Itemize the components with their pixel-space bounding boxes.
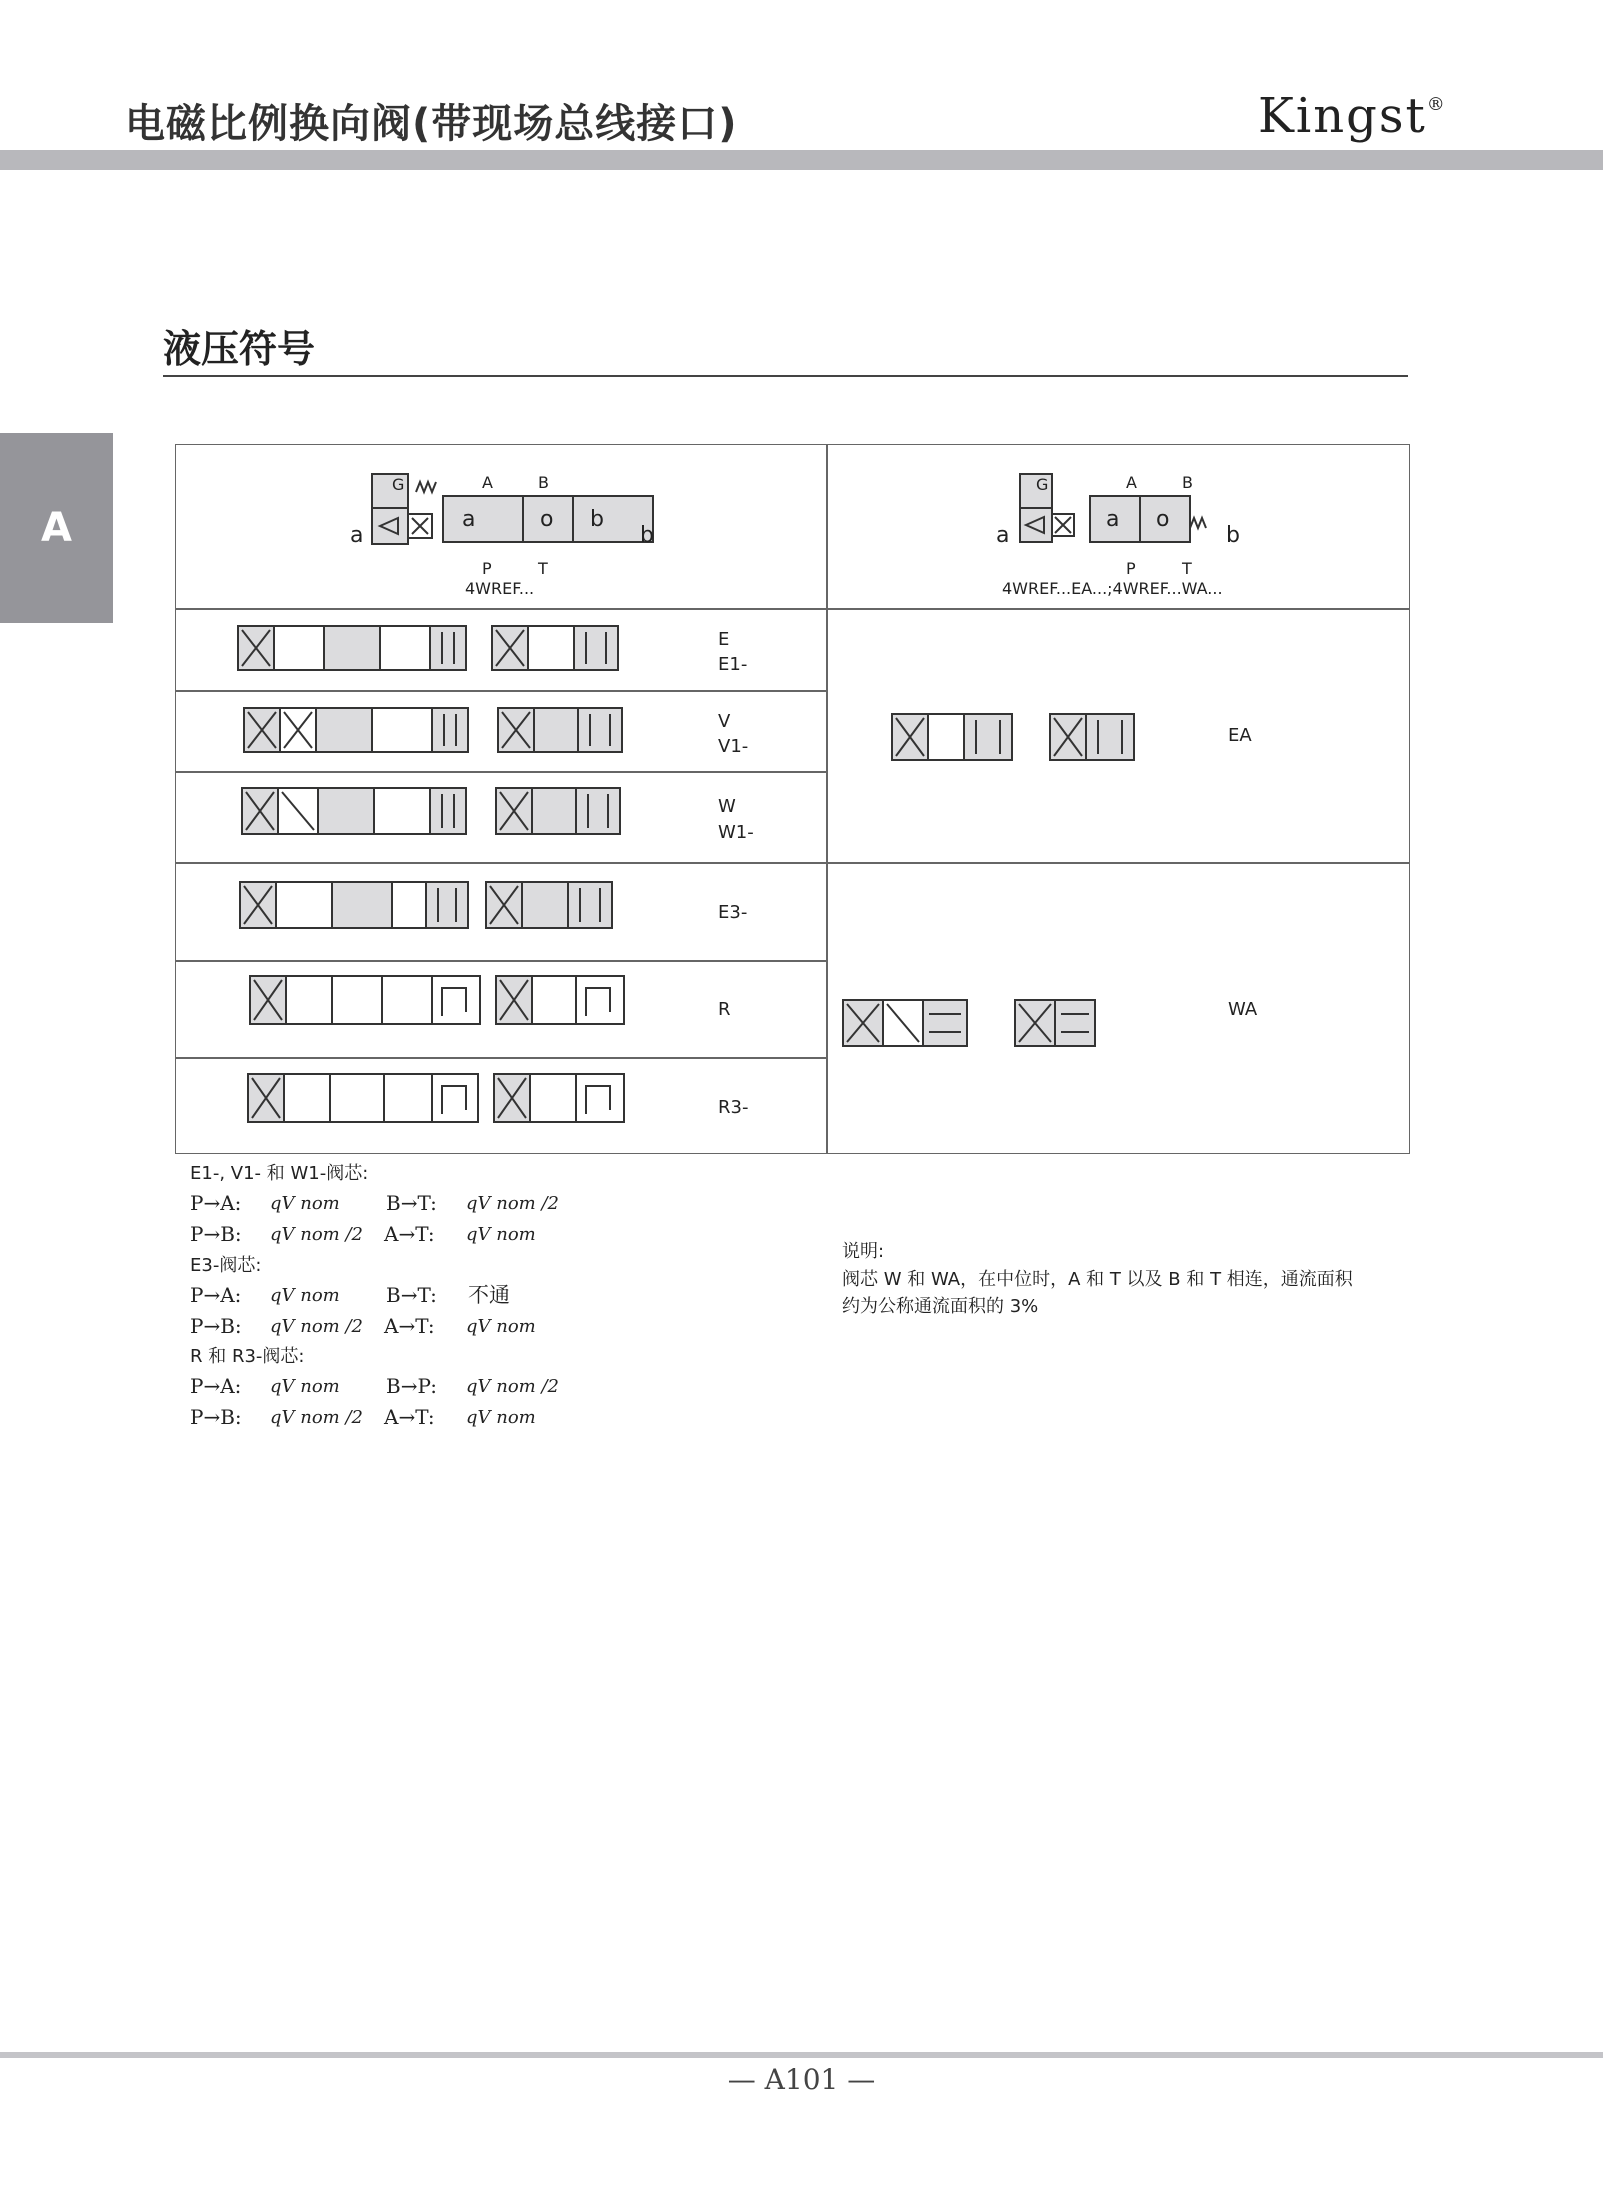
flow-g3-r1-right: B→P: [386, 1374, 437, 1398]
flow-g1-r2-right: A→T: [384, 1222, 435, 1246]
brand-name: Kingst [1258, 88, 1427, 144]
flow-group2-title: E3-阀芯: [190, 1255, 262, 1276]
table-rule-header [175, 608, 1410, 610]
explanation-title: 说明: [842, 1241, 885, 1262]
row-label-wa: WA [1228, 999, 1258, 1020]
explanation-line2: 约为公称通流面积的 3% [842, 1296, 1039, 1317]
spring-right-icon [1190, 518, 1206, 528]
side-b-label-right: b [1226, 523, 1240, 548]
side-tab [0, 433, 113, 623]
row-label-r: R [718, 999, 731, 1020]
flow-g3-r2-right-q: qV nom [466, 1407, 536, 1428]
header-bar [0, 150, 1603, 170]
valve-symbol-4wref-ea-wa [990, 466, 1270, 601]
flow-g2-r2-right-q: qV nom [466, 1316, 536, 1337]
header-caption-left: 4WREF... [465, 579, 535, 598]
port-b-label-right: B [1182, 473, 1193, 492]
document-title: 电磁比例换向阀(带现场总线接口) [125, 101, 738, 147]
flow-g3-r1-left-q: qV nom [270, 1376, 340, 1397]
flow-g2-r1-left-q: qV nom [270, 1285, 340, 1306]
explanation-line1: 阀芯 W 和 WA，在中位时，A 和 T 以及 B 和 T 相连，通流面积 [842, 1269, 1353, 1290]
spool-symbols-wa [835, 980, 1125, 1060]
flow-g2-r1-right: B→T: [386, 1283, 437, 1307]
section-rule [163, 375, 1408, 377]
side-tab-letter: A [41, 505, 72, 551]
side-a-label-right: a [996, 523, 1010, 548]
brand-logo [1258, 88, 1447, 144]
row-label-e3: E3- [718, 902, 748, 923]
row-label-ea: EA [1228, 725, 1252, 746]
row-label-w: W [718, 796, 736, 817]
footer-bar [0, 2052, 1603, 2058]
flow-g2-r2-left-q: qV nom /2 [270, 1316, 363, 1337]
flow-group1-title: E1-, V1- 和 W1-阀芯: [190, 1163, 369, 1184]
row-label-v1: V1- [718, 736, 749, 757]
spool-r3 [248, 1074, 624, 1122]
pos-b-label: b [590, 507, 604, 532]
spool-r [250, 976, 624, 1024]
flow-g3-r2-left-q: qV nom /2 [270, 1407, 363, 1428]
flow-g3-r2-left: P→B: [190, 1405, 242, 1429]
flow-g3-r1-left: P→A: [190, 1374, 242, 1398]
header-caption-right: 4WREF...EA...;4WREF...WA... [1002, 579, 1223, 598]
flow-g3-r1-right-q: qV nom /2 [466, 1376, 559, 1397]
table-divider-vertical [826, 444, 828, 1154]
spool-symbols-left [230, 612, 660, 1157]
spool-v [244, 708, 622, 752]
flow-g3-r2-right: A→T: [384, 1405, 435, 1429]
spool-e [238, 626, 618, 670]
flow-g1-r2-right-q: qV nom [466, 1224, 536, 1245]
flow-g1-r1-right-q: qV nom /2 [466, 1193, 559, 1214]
side-a-label: a [350, 523, 364, 548]
g-label-right: G [1036, 475, 1049, 494]
port-b-label: B [538, 473, 549, 492]
port-a-label: A [482, 473, 493, 492]
pos-a-label-right: a [1106, 507, 1120, 532]
position-a [443, 496, 523, 542]
pos-o-label: o [540, 507, 554, 532]
pos-a-label: a [462, 507, 476, 532]
port-a-label-right: A [1126, 473, 1137, 492]
port-t-label-right: T [1182, 559, 1192, 578]
flow-group3-title: R 和 R3-阀芯: [190, 1346, 305, 1367]
flow-g2-r2-right: A→T: [384, 1314, 435, 1338]
row-label-e1: E1- [718, 654, 748, 675]
row-label-r3: R3- [718, 1097, 749, 1118]
flow-g1-r1-left-q: qV nom [270, 1193, 340, 1214]
spool-symbols-ea [880, 690, 1170, 790]
flow-g1-r1-left: P→A: [190, 1191, 242, 1215]
row-label-e: E [718, 629, 730, 650]
flow-g2-r1-left: P→A: [190, 1283, 242, 1307]
spool-w [242, 788, 620, 834]
section-title: 液压符号 [163, 327, 316, 371]
flow-g2-r2-left: P→B: [190, 1314, 242, 1338]
side-b-label: b [640, 523, 654, 548]
flow-g1-r1-right: B→T: [386, 1191, 437, 1215]
g-label: G [392, 475, 405, 494]
valve-symbol-4wref [340, 466, 670, 601]
spring-left-icon [416, 482, 436, 492]
row-label-v: V [718, 711, 731, 732]
flow-g2-r1-right-q: 不通 [468, 1283, 510, 1307]
port-p-label-right: P [1126, 559, 1136, 578]
pilot-block-bottom [372, 508, 408, 544]
registered-mark: ® [1426, 94, 1447, 115]
pos-o-label-right: o [1156, 507, 1170, 532]
flow-g1-r2-left-q: qV nom /2 [270, 1224, 363, 1245]
row-label-w1: W1- [718, 822, 754, 843]
page-number: — A101 — [727, 2063, 876, 2096]
spool-e3 [240, 882, 612, 928]
flow-g1-r2-left: P→B: [190, 1222, 242, 1246]
port-p-label: P [482, 559, 492, 578]
port-t-label: T [538, 559, 548, 578]
